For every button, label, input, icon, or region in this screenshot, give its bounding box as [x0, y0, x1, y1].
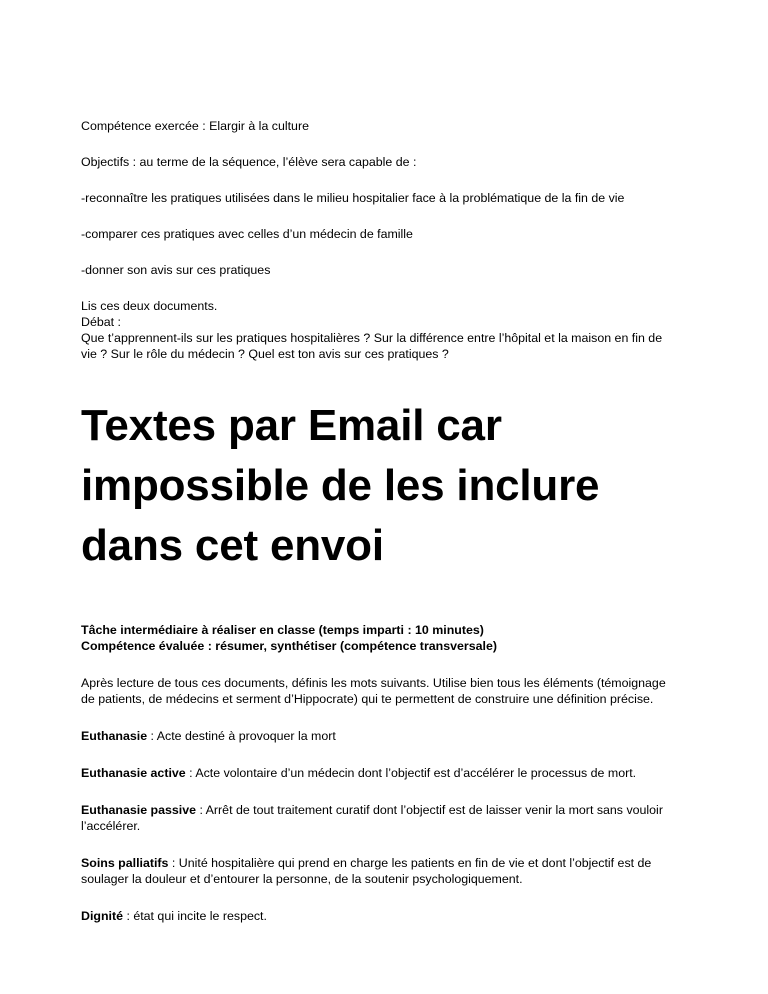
definition-item	[81, 855, 681, 887]
page-title: Textes par Email car impossible de les inclure dans cet envoi	[81, 401, 600, 570]
objective-item: -donner son avis sur ces pratiques	[81, 263, 271, 277]
task-header	[81, 622, 681, 654]
instruction-question: Que t’apprennent-ils sur les pratiques hospitalières ? Sur la différence entre l’hôpital et la maison en fin de vie ? Sur le rôle du médecin ? Quel est ton avis sur ces pratiques ?	[81, 331, 663, 361]
definition-term: Euthanasie	[81, 729, 148, 743]
definition-text: : Arrêt de tout traitement curatif dont l’objectif est de laisser venir la mort sans vouloir l’accélérer.	[81, 803, 663, 833]
competence-line: Compétence exercée : Elargir à la culture	[81, 119, 309, 133]
definition-term: Dignité	[81, 909, 123, 923]
objective-item: -comparer ces pratiques avec celles d’un médecin de famille	[81, 227, 413, 241]
objective-item: -reconnaître les pratiques utilisées dans le milieu hospitalier face à la problématique de la fin de vie	[81, 191, 625, 205]
definition-item	[81, 802, 681, 834]
definition-term: Euthanasie active	[81, 766, 186, 780]
competence-evaluated-line: Compétence évaluée : résumer, synthétiser (compétence transversale)	[81, 639, 497, 653]
task-line: Tâche intermédiaire à réaliser en classe (temps imparti : 10 minutes)	[81, 623, 484, 637]
definition-item	[81, 908, 681, 924]
definition-term: Euthanasie passive	[81, 803, 197, 817]
instructions-block	[81, 298, 681, 362]
objectifs-line: Objectifs : au terme de la séquence, l’élève sera capable de :	[81, 155, 417, 169]
definition-item	[81, 765, 681, 781]
definition-text: : état qui incite le respect.	[123, 909, 267, 923]
instruction-read: Lis ces deux documents.	[81, 299, 218, 313]
definition-text: : Acte volontaire d’un médecin dont l’objectif est d’accélérer le processus de mort.	[185, 766, 637, 780]
definition-text: : Acte destiné à provoquer la mort	[147, 729, 336, 743]
document-content	[81, 118, 681, 924]
definition-term: Soins palliatifs	[81, 856, 169, 870]
definition-text: : Unité hospitalière qui prend en charge les patients en fin de vie et dont l’objectif est de soulager la douleur et d’entourer la personne, de la soutenir psychologiquement.	[81, 856, 652, 886]
instruction-debate: Débat :	[81, 315, 121, 329]
task-intro: Après lecture de tous ces documents, définis les mots suivants. Utilise bien tous les éléments (témoignage de patients, de médecins et serment d’Hippocrate) qui te permettent de construire une définition précise.	[81, 676, 666, 706]
definition-item	[81, 728, 681, 744]
